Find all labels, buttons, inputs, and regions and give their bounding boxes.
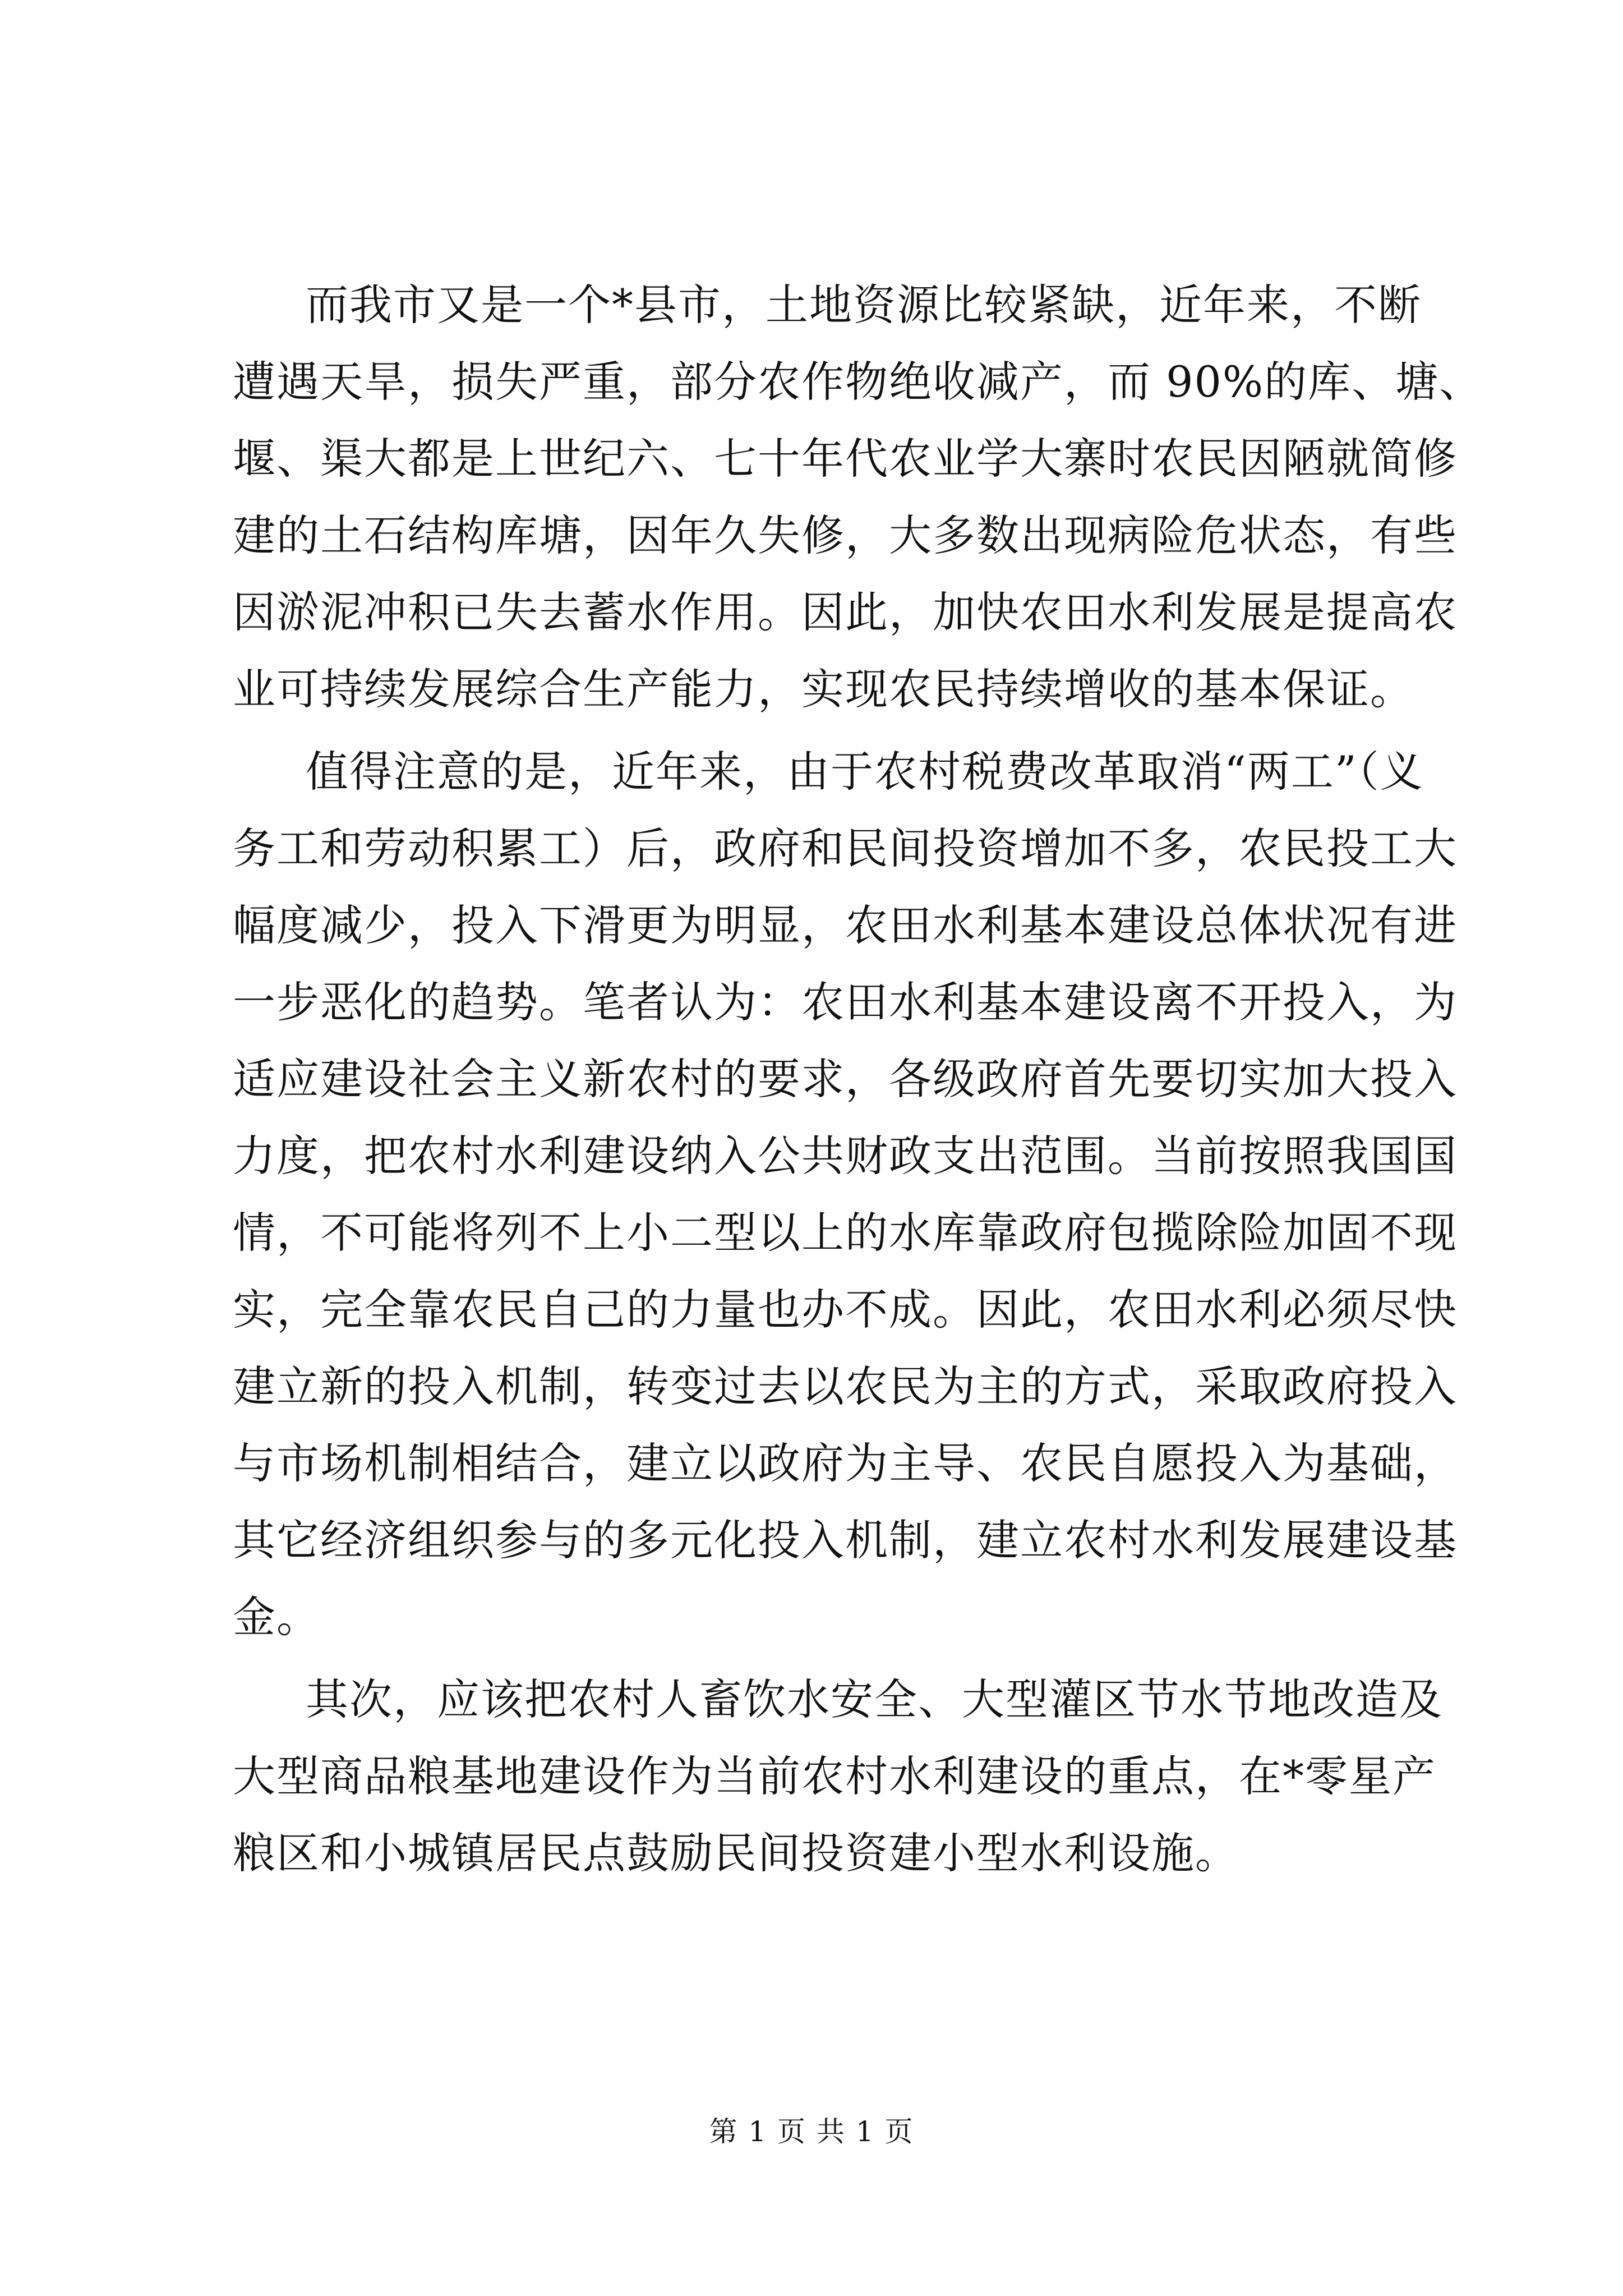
paragraph-1-line-4: 建的土石结构库塘，因年久失修，大多数出现病险危状态，有些	[233, 510, 1458, 560]
paragraph-2-line-2: 务工和劳动积累工）后，政府和民间投资增加不多，农民投工大	[233, 823, 1458, 873]
page-number-footer: 第 1 页 共 1 页	[709, 2115, 914, 2148]
paragraph-2-line-10: 与市场机制相结合，建立以政府为主导、农民自愿投入为基础，	[233, 1438, 1458, 1488]
paragraph-3-line-3: 粮区和小城镇居民点鼓励民间投资建小型水利设施。	[233, 1828, 1239, 1878]
paragraph-1-line-2: 遭遇天旱，损失严重，部分农作物绝收减产，而 90%的库、塘、	[233, 357, 1483, 407]
paragraph-2-line-11: 其它经济组织参与的多元化投入机制，建立农村水利发展建设基	[233, 1515, 1458, 1565]
paragraph-2-line-6: 力度，把农村水利建设纳入公共财政支出范围。当前按照我国国	[233, 1131, 1458, 1181]
paragraph-2-line-4: 一步恶化的趋势。笔者认为：农田水利基本建设离不开投入，为	[233, 977, 1458, 1027]
paragraph-1-line-1: 而我市又是一个*县市，土地资源比较紧缺，近年来，不断	[306, 280, 1422, 330]
paragraph-2-line-8: 实，完全靠农民自己的力量也办不成。因此，农田水利必须尽快	[233, 1285, 1458, 1335]
paragraph-2-line-9: 建立新的投入机制，转变过去以农民为主的方式，采取政府投入	[233, 1361, 1458, 1411]
paragraph-2-line-12: 金。	[233, 1592, 320, 1642]
paragraph-2-line-7: 情，不可能将列不上小二型以上的水库靠政府包揽除险加固不现	[233, 1208, 1458, 1258]
paragraph-1-line-5: 因淤泥冲积已失去蓄水作用。因此，加快农田水利发展是提高农	[233, 587, 1458, 637]
paragraph-2-line-1: 值得注意的是，近年来，由于农村税费改革取消“两工”（义	[306, 747, 1424, 797]
paragraph-1-line-6: 业可持续发展综合生产能力，实现农民持续增收的基本保证。	[233, 664, 1414, 714]
paragraph-2-line-3: 幅度减少，投入下滑更为明显，农田水利基本建设总体状况有进	[233, 900, 1458, 950]
body-text	[233, 266, 1483, 1892]
paragraph-2-line-5: 适应建设社会主义新农村的要求，各级政府首先要切实加大投入	[233, 1054, 1458, 1104]
paragraph-1-line-3: 堰、渠大都是上世纪六、七十年代农业学大寨时农民因陋就简修	[233, 434, 1458, 484]
paragraph-3-line-2: 大型商品粮基地建设作为当前农村水利建设的重点，在*零星产	[233, 1751, 1436, 1801]
paragraph-3-line-1: 其次，应该把农村人畜饮水安全、大型灌区节水节地改造及	[306, 1674, 1443, 1724]
